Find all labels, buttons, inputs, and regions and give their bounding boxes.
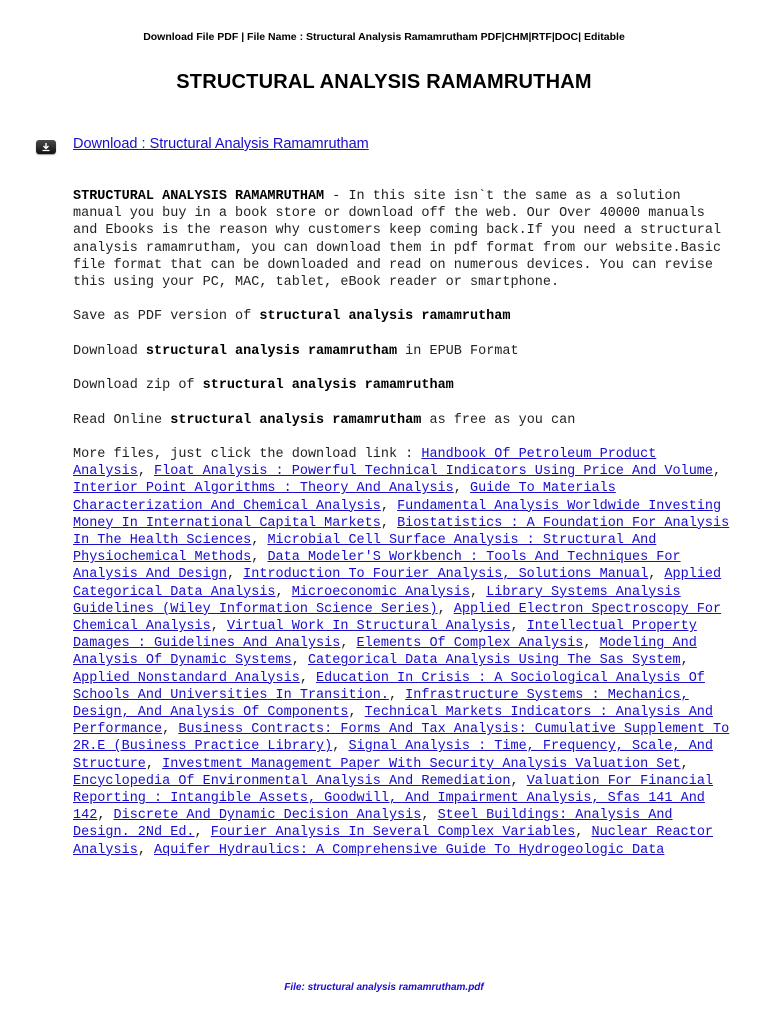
link-separator: , <box>162 722 179 738</box>
related-file-link[interactable]: Categorical Data Analysis Using The Sas System <box>307 653 681 669</box>
related-file-link[interactable]: Aquifer Hydraulics: A Comprehensive Guide To Hydrogeologic Data <box>154 842 665 858</box>
epub-format-line <box>73 343 733 360</box>
link-separator: , <box>575 825 592 841</box>
link-separator: , <box>226 567 244 583</box>
related-file-link[interactable]: Steel Buildings: Analysis And Design. 2Nd Ed. <box>73 808 673 841</box>
online-prefix: Read Online <box>73 412 171 428</box>
online-bold: structural analysis ramamrutham <box>170 412 422 428</box>
related-file-link[interactable]: Applied Categorical Data Analysis <box>73 567 722 600</box>
download-link[interactable]: Download : Structural Analysis Ramamrutham <box>73 136 369 152</box>
link-separator: , <box>348 705 365 721</box>
related-file-link[interactable]: Signal Analysis : Time, Frequency, Scale, And Structure <box>73 739 714 772</box>
related-file-link[interactable]: Infrastructure Systems : Mechanics, Design, And Analysis Of Components <box>73 687 689 721</box>
link-separator: , <box>421 808 438 824</box>
related-file-link[interactable]: Biostatistics : A Foundation For Analysis In The Health Sciences <box>73 515 730 548</box>
pdf-prefix: Save as PDF version of <box>73 309 260 325</box>
related-file-link[interactable]: Elements Of Complex Analysis <box>356 636 584 652</box>
related-file-link[interactable]: Interior Point Algorithms : Theory And Analysis <box>73 481 454 497</box>
link-separator: , <box>340 636 357 652</box>
related-file-link[interactable]: Valuation For Financial Reporting : Intangible Assets, Goodwill, And Impairment Analysis, Sfas 141 And 142 <box>73 773 714 824</box>
link-separator: , <box>510 619 527 634</box>
related-file-link[interactable]: Library Systems Analysis Guidelines (Wiley Information Science Series) <box>73 584 681 617</box>
link-separator: , <box>680 756 689 772</box>
link-separator: , <box>380 515 398 531</box>
intro-paragraph <box>73 188 733 291</box>
link-separator: , <box>275 584 292 600</box>
link-separator: , <box>251 550 268 566</box>
zip-bold: structural analysis ramamrutham <box>202 378 454 394</box>
epub-prefix: Download <box>73 343 146 359</box>
link-separator: , <box>137 464 155 480</box>
related-file-link[interactable]: Discrete And Dynamic Decision Analysis <box>113 808 422 824</box>
link-separator: , <box>97 808 114 824</box>
download-icon[interactable] <box>36 140 56 154</box>
link-separator: , <box>713 464 722 480</box>
more-files-prefix: More files, just click the download link : <box>73 446 422 462</box>
related-file-link[interactable]: Fourier Analysis In Several Complex Variables <box>210 825 576 841</box>
related-file-link[interactable]: Encyclopedia Of Environmental Analysis And Remediation <box>73 773 511 789</box>
pdf-bold: structural analysis ramamrutham <box>259 309 511 325</box>
link-separator: , <box>680 653 689 669</box>
related-file-link[interactable]: Nuclear Reactor Analysis <box>73 825 714 858</box>
link-separator: , <box>291 653 308 669</box>
link-separator: , <box>437 601 454 617</box>
related-file-link[interactable]: Investment Management Paper With Security Analysis Valuation Set <box>162 756 681 772</box>
related-file-link[interactable]: Applied Nonstandard Analysis <box>73 670 300 686</box>
link-separator: , <box>299 670 317 686</box>
pdf-format-line <box>73 308 733 325</box>
related-file-link[interactable]: Applied Electron Spectroscopy For Chemical Analysis <box>73 601 722 634</box>
page-title: STRUCTURAL ANALYSIS RAMAMRUTHAM <box>176 71 592 93</box>
zip-format-line <box>73 377 733 394</box>
epub-bold: structural analysis ramamrutham <box>145 343 398 359</box>
link-separator: , <box>137 842 155 858</box>
link-separator: , <box>469 584 487 600</box>
related-file-link[interactable]: Education In Crisis : A Sociological Analysis Of Schools And Universities In Transition. <box>73 670 705 703</box>
link-separator: , <box>648 567 665 583</box>
related-file-link[interactable]: Microbial Cell Surface Analysis : Structural And Physiochemical Methods <box>73 532 657 566</box>
related-file-link[interactable]: Intellectual Property Damages : Guidelines And Analysis <box>73 619 697 652</box>
related-file-link[interactable]: Data Modeler'S Workbench : Tools And Techniques For Analysis And Design <box>73 550 681 583</box>
link-separator: , <box>583 636 600 652</box>
online-suffix: as free as you can <box>421 412 576 428</box>
related-file-link[interactable]: Virtual Work In Structural Analysis <box>226 619 511 634</box>
related-file-link[interactable]: Guide To Materials Characterization And Chemical Analysis <box>73 481 616 514</box>
related-file-link[interactable]: Modeling And Analysis Of Dynamic Systems <box>73 636 697 669</box>
link-separator: , <box>210 619 227 634</box>
online-format-line <box>73 412 733 429</box>
link-separator: , <box>388 687 406 703</box>
link-separator: , <box>194 825 211 841</box>
file-header: Download File PDF | File Name : Structural Analysis Ramamrutham PDF|CHM|RTF|DOC| Editable <box>143 31 625 43</box>
intro-bold: STRUCTURAL ANALYSIS RAMAMRUTHAM <box>73 189 325 204</box>
link-separator: , <box>251 532 268 548</box>
link-separator: , <box>510 773 527 789</box>
document-body <box>73 188 733 876</box>
link-separator: , <box>453 481 470 497</box>
related-file-link[interactable]: Introduction To Fourier Analysis, Solutions Manual <box>243 567 649 583</box>
link-separator: , <box>145 756 163 772</box>
related-file-link[interactable]: Technical Markets Indicators : Analysis And Performance <box>73 705 714 738</box>
zip-prefix: Download zip of <box>73 378 203 394</box>
related-file-link[interactable]: Fundamental Analysis Worldwide Investing Money In International Capital Markets <box>73 498 722 531</box>
link-separator: , <box>380 498 398 514</box>
epub-suffix: in EPUB Format <box>397 343 519 359</box>
related-file-link[interactable]: Handbook Of Petroleum Product Analysis <box>73 446 657 480</box>
intro-text: - In this site isn`t the same as a solution manual you buy in a book store or download off the web. Our Over 40000 manuals and Ebooks is the reason why customers keep coming back.If you need a structural analysis ramamrutham, you can download them in pdf format from our website.Basic file format that can be downloaded and read on numerous devices. You can revise this using your PC, MAC, tablet, eBook reader or smartphone. <box>73 189 722 291</box>
more-files-paragraph <box>73 446 733 859</box>
link-separator: , <box>332 739 349 755</box>
related-file-link[interactable]: Float Analysis : Powerful Technical Indicators Using Price And Volume <box>154 464 714 480</box>
file-footer: File: structural analysis ramamrutham.pdf <box>284 982 484 993</box>
related-file-link[interactable]: Business Contracts: Forms And Tax Analysis: Cumulative Supplement To 2R.E (Business Practice Library) <box>73 722 730 755</box>
related-file-link[interactable]: Microeconomic Analysis <box>291 584 470 600</box>
